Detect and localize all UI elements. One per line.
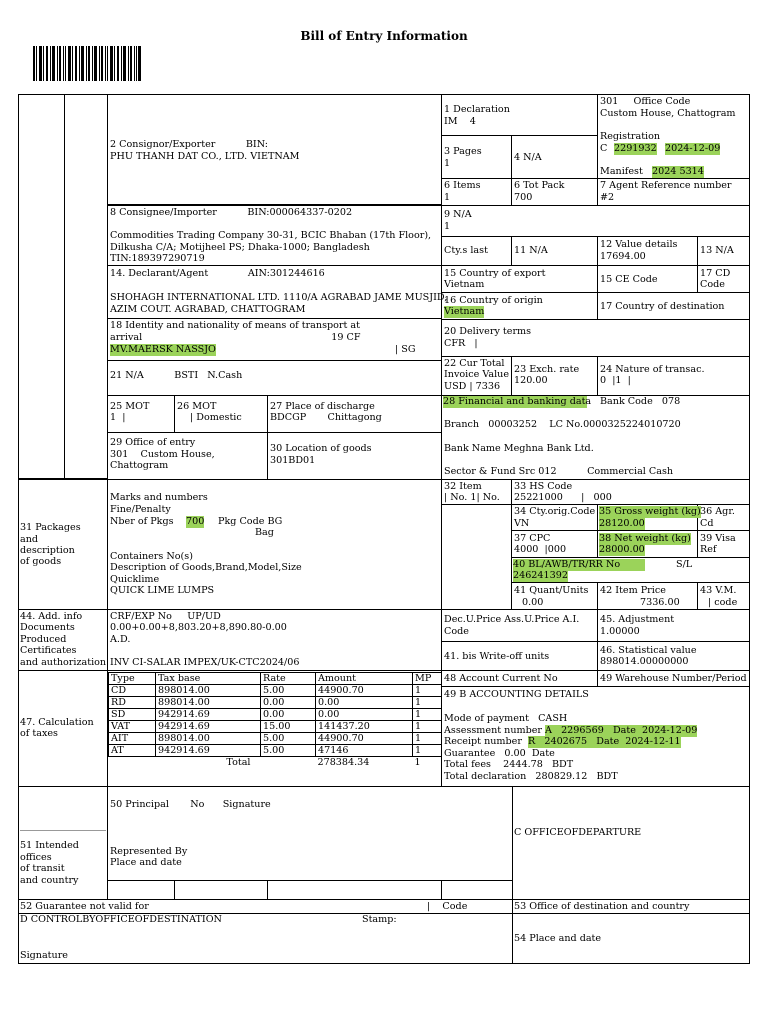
tax-table <box>108 672 442 768</box>
field-6-value: 1 <box>444 192 451 203</box>
field-39-label: 39 Visa <box>700 533 736 544</box>
nber-pkgs-label: Nber of Pkgs <box>110 516 174 527</box>
field-32-value: | No. 1| No. <box>444 492 500 503</box>
tax-total-row <box>109 757 442 769</box>
field-36-value: Cd <box>700 518 714 529</box>
tax-row <box>109 745 442 757</box>
tax-row <box>109 721 442 733</box>
field-49: 49 Warehouse Number/Period <box>600 673 747 684</box>
col-b <box>64 94 108 479</box>
assessment-value: A 2296569 Date 2024-12-09 <box>545 725 698 736</box>
field-47-l2: of taxes <box>20 728 58 739</box>
tax-cell: 942914.69 <box>156 709 261 721</box>
field-2-value: PHU THANH DAT CO., LTD. VIETNAM <box>110 151 300 162</box>
field-45-value: 1.00000 <box>600 626 640 637</box>
field-33-label: 33 HS Code <box>514 481 573 492</box>
stamp-label: Stamp: <box>362 914 397 925</box>
tax-cell: 1 <box>414 757 421 768</box>
field-15-label: 15 Country of export <box>444 268 546 279</box>
field-20-value: CFR | <box>444 338 478 349</box>
field-3-value: 1 <box>444 158 451 169</box>
field-41-value: 0.00 <box>522 597 544 608</box>
field-44-l5: and authorization <box>20 657 107 668</box>
registration-number: 2291932 <box>614 143 657 154</box>
field-14-line2: AZIM COUT. AGRABAD, CHATTOGRAM <box>110 304 306 315</box>
field-37-value: 4000 |000 <box>514 544 567 555</box>
field-8-line1: Commodities Trading Company 30-31, BCIC Bhaban (17th Floor), <box>110 230 432 241</box>
field-7-value: #2 <box>600 192 615 203</box>
tax-cell: 1 <box>413 721 442 733</box>
tax-header-row <box>109 673 442 685</box>
tax-cell: 898014.00 <box>156 733 261 745</box>
field-38-value: 28000.00 <box>599 544 645 555</box>
cell-r2 <box>174 880 268 900</box>
field-8-line2: Dilkusha C/A; Motijheel PS; Dhaka-1000; Bangladesh <box>110 242 370 253</box>
field-43-label: 43 V.M. <box>700 585 737 596</box>
d-control: D CONTROLBYOFFICEOFDESTINATION <box>20 914 222 925</box>
tax-cell: VAT <box>109 721 156 733</box>
receipt-value: R 2402675 Date 2024-12-11 <box>528 736 681 747</box>
field-8-label: 8 Consignee/Importer BIN:000064337-0202 <box>110 207 353 218</box>
field-8-line3: TIN:189397290719 <box>110 253 205 264</box>
field-52: 52 Guarantee not valid for <box>20 901 149 912</box>
field-18-line2: arrival 19 CF <box>110 332 361 343</box>
receipt-label: Receipt number <box>444 736 522 747</box>
field-22-l3: USD | 7336 <box>444 381 501 392</box>
barcode <box>33 46 141 81</box>
field-44-l2: Documents <box>20 622 75 633</box>
field-301-value: Custom House, Chattogram <box>600 108 736 119</box>
goods-quicklime: Quicklime <box>110 574 160 585</box>
vessel-name: MV.MAERSK NASSJO <box>110 344 216 355</box>
represented-by: Represented By <box>110 846 188 857</box>
cty-last: Cty.s last <box>444 245 488 256</box>
field-26-label: 26 MOT <box>177 401 217 412</box>
field-28-label: 28 Financial and banking data <box>443 396 592 407</box>
field-23-value: 120.00 <box>514 375 548 386</box>
tax-cell: SD <box>109 709 156 721</box>
tax-cell: 0.00 <box>316 697 413 709</box>
field-49b-label: 49 B ACCOUNTING DETAILS <box>444 689 589 700</box>
assessment-label: Assessment number <box>444 725 543 736</box>
field-22-l1: 22 Cur Total <box>444 358 505 369</box>
tax-cell <box>109 757 156 769</box>
field-15-value: Vietnam <box>444 279 485 290</box>
field-40-value: 246241392 <box>513 570 568 581</box>
registration-c: C <box>600 143 608 154</box>
c-office-departure: C OFFICEOFDEPARTURE <box>514 827 642 838</box>
field-47-l1: 47. Calculation <box>20 717 94 728</box>
field-35-value: 28120.00 <box>599 518 645 529</box>
tax-cell: 898014.00 <box>156 697 261 709</box>
tax-cell: 0.00 <box>316 709 413 721</box>
guarantee: Guarantee 0.00 Date <box>444 748 555 759</box>
field-44-l4: Certificates <box>20 645 77 656</box>
field-3-label: 3 Pages <box>444 146 482 157</box>
dec-price-code: Code <box>444 626 469 637</box>
field-31-l4: of goods <box>20 556 62 567</box>
total-declaration: Total declaration 280829.12 BDT <box>444 771 618 782</box>
field-1-value: IM 4 <box>444 116 476 127</box>
field-20-label: 20 Delivery terms <box>444 326 532 337</box>
field-48: 48 Account Current No <box>444 673 558 684</box>
tax-cell: AT <box>109 745 156 757</box>
col-a <box>18 94 65 479</box>
tax-cell: 898014.00 <box>156 685 261 697</box>
cell-r1 <box>107 880 175 900</box>
description-label: Description of Goods,Brand,Model,Size <box>110 562 302 573</box>
tax-cell: Type <box>109 673 156 685</box>
pkg-code: Pkg Code BG <box>218 516 283 527</box>
field-31-l2: and <box>20 534 39 545</box>
tax-cell: 1 <box>413 697 442 709</box>
box-20 <box>441 319 750 357</box>
field-46-value: 898014.00000000 <box>600 656 689 667</box>
field-27-value: BDCGP Chittagong <box>270 412 382 423</box>
tax-cell: 44900.70 <box>316 685 413 697</box>
field-27-label: 27 Place of discharge <box>270 401 375 412</box>
field-16-value: Vietnam <box>444 306 485 317</box>
tax-cell: 0.00 <box>261 709 316 721</box>
tax-cell: RD <box>109 697 156 709</box>
field-51-l3: of transit <box>20 863 65 874</box>
field-17cd-value: Code <box>700 279 725 290</box>
tax-row <box>109 733 442 745</box>
tax-cell: 0.00 <box>261 697 316 709</box>
tax-cell: 942914.69 <box>156 745 261 757</box>
field-25-label: 25 MOT <box>110 401 150 412</box>
field-44-l1: 44. Add. info <box>20 611 83 622</box>
tax-cell: CD <box>109 685 156 697</box>
tax-cell: 942914.69 <box>156 721 261 733</box>
tax-cell: MP <box>413 673 442 685</box>
field-26-value: | Domestic <box>190 412 242 423</box>
tax-row <box>109 697 442 709</box>
field-51-l2: offices <box>20 852 52 863</box>
field-14-line1: SHOHAGH INTERNATIONAL LTD. 1110/A AGRABAD JAME MUSJID, <box>110 292 448 303</box>
dec-price-label: Dec.U.Price Ass.U.Price A.I. <box>444 614 580 625</box>
field-24-value: 0 |1 | <box>600 375 631 386</box>
field-16-label: 16 Country of origin <box>444 295 543 306</box>
crf-value: 0.00+0.00+8,803.20+8,890.80-0.00 <box>110 622 287 633</box>
tax-cell: 141437.20 <box>316 721 413 733</box>
field-22-l2: Invoice Value <box>444 369 510 380</box>
bank-name: Bank Name Meghna Bank Ltd. <box>444 443 594 454</box>
field-35-label: 35 Gross weight (kg) <box>599 506 701 517</box>
crf-label: CRF/EXP No UP/UD <box>110 611 221 622</box>
fine-penalty: Fine/Penalty <box>110 504 171 515</box>
field-41bis: 41. bis Write-off units <box>444 651 550 662</box>
total-fees: Total fees 2444.78 BDT <box>444 759 574 770</box>
field-33-value: 25221000 | 000 <box>514 492 612 503</box>
cell-r4 <box>441 880 513 900</box>
tax-cell: 44900.70 <box>316 733 413 745</box>
field-24-label: 24 Nature of transac. <box>600 364 705 375</box>
field-41-label: 41 Quant/Units <box>514 585 589 596</box>
field-4: 4 N/A <box>514 152 542 163</box>
field-40-sl: S/L <box>676 559 693 570</box>
field-30-value: 301BD01 <box>270 455 316 466</box>
place-and-date: Place and date <box>110 857 182 868</box>
field-29-line1: 301 Custom House, <box>110 449 215 460</box>
box-9 <box>441 205 750 237</box>
field-50: 50 Principal No Signature <box>110 799 271 810</box>
pkg-bag: Bag <box>255 527 274 538</box>
field-54: 54 Place and date <box>514 933 602 944</box>
field-30-label: 30 Location of goods <box>270 443 372 454</box>
tax-cell: Tax base <box>156 673 261 685</box>
field-18-label: 18 Identity and nationality of means of transport at <box>110 320 360 331</box>
tax-cell: 1 <box>413 733 442 745</box>
page-title: Bill of Entry Information <box>300 29 468 43</box>
tax-cell: 5.00 <box>261 745 316 757</box>
bank-sector: Sector & Fund Src 012 Commercial Cash <box>444 466 674 477</box>
field-13: 13 N/A <box>700 245 734 256</box>
field-14-label: 14. Declarant/Agent AIN:301244616 <box>110 268 325 279</box>
goods-description: QUICK LIME LUMPS <box>110 585 215 596</box>
field-31-l3: description <box>20 545 75 556</box>
field-7-label: 7 Agent Reference number <box>600 180 732 191</box>
field-11: 11 N/A <box>514 245 548 256</box>
field-37-label: 37 CPC <box>514 533 551 544</box>
rule-51 <box>20 830 106 831</box>
field-17cd-label: 17 CD <box>700 268 731 279</box>
tax-cell <box>261 757 316 769</box>
manifest-value: 2024 5314 <box>652 166 704 177</box>
tax-cell: 15.00 <box>261 721 316 733</box>
field-23-label: 23 Exch. rate <box>514 364 580 375</box>
box-c-office <box>512 786 750 900</box>
field-6-label: 6 Items <box>444 180 481 191</box>
field-12-value: 17694.00 <box>600 251 646 262</box>
field-45-label: 45. Adjustment <box>600 614 675 625</box>
tax-cell: 1 <box>413 685 442 697</box>
cell-r3 <box>267 880 442 900</box>
invoice-ref: INV CI-SALAR IMPEX/UK-CTC2024/06 <box>110 657 300 668</box>
tax-cell: 5.00 <box>261 685 316 697</box>
field-46-label: 46. Statistical value <box>600 645 697 656</box>
field-12-label: 12 Value details <box>600 239 678 250</box>
registration-label: Registration <box>600 131 661 142</box>
field-29-label: 29 Office of entry <box>110 437 196 448</box>
field-42-value: 7336.00 <box>640 597 680 608</box>
field-51-l1: 51 Intended <box>20 840 79 851</box>
tax-cell: AIT <box>109 733 156 745</box>
field-34-label: 34 Cty.orig.Code <box>514 506 596 517</box>
field-9-label: 9 N/A <box>444 209 472 220</box>
tax-cell: 1 <box>413 709 442 721</box>
nber-pkgs-value: 700 <box>186 516 205 527</box>
field-39-value: Ref <box>700 544 717 555</box>
field-25-value: 1 | <box>110 412 126 423</box>
tax-cell: Rate <box>261 673 316 685</box>
field-40-label: 40 BL/AWB/TR/RR No <box>513 559 645 571</box>
field-6tot-label: 6 Tot Pack <box>514 180 565 191</box>
bank-branch: Branch 00003252 LC No.0000325224010720 <box>444 419 681 430</box>
tax-cell: 1 <box>413 745 442 757</box>
tax-row <box>109 685 442 697</box>
field-31-l1: 31 Packages <box>20 522 81 533</box>
payment-mode: Mode of payment CASH <box>444 713 568 724</box>
field-2-label: 2 Consignor/Exporter BIN: <box>110 139 269 150</box>
field-9-value: 1 <box>444 221 451 232</box>
marks-label: Marks and numbers <box>110 492 208 503</box>
field-1-label: 1 Declaration <box>444 104 510 115</box>
tax-cell: 5.00 <box>261 733 316 745</box>
field-53: 53 Office of destination and country <box>514 901 690 912</box>
field-34-value: VN <box>514 518 530 529</box>
field-42-label: 42 Item Price <box>600 585 666 596</box>
field-38-label: 38 Net weight (kg) <box>599 533 691 544</box>
tax-cell: Amount <box>316 673 413 685</box>
field-29-line2: Chattogram <box>110 460 169 471</box>
field-21: 21 N/A BSTI N.Cash <box>110 370 243 381</box>
bank-code: Bank Code 078 <box>600 396 681 407</box>
field-15ce: 15 CE Code <box>600 274 658 285</box>
field-32-label: 32 Item <box>444 481 482 492</box>
field-36-label: 36 Agr. <box>700 506 735 517</box>
manifest-label: Manifest <box>600 166 643 177</box>
tax-cell: Total <box>226 757 251 768</box>
field-51-l4: and country <box>20 875 79 886</box>
containers-label: Containers No(s) <box>110 551 193 562</box>
tax-cell: 278384.34 <box>317 757 370 768</box>
field-44-l3: Produced <box>20 634 67 645</box>
crf-ad: A.D. <box>110 634 131 645</box>
field-52-code: | Code <box>427 901 468 912</box>
field-18-sg: | SG <box>395 344 416 355</box>
field-301-label: 301 Office Code <box>600 96 691 107</box>
tax-row <box>109 709 442 721</box>
field-17: 17 Country of destination <box>600 301 725 312</box>
registration-date: 2024-12-09 <box>665 143 721 154</box>
field-43-value: | code <box>708 597 738 608</box>
tax-cell: 47146 <box>316 745 413 757</box>
field-6tot-value: 700 <box>514 192 533 203</box>
signature-label: Signature <box>20 950 68 961</box>
